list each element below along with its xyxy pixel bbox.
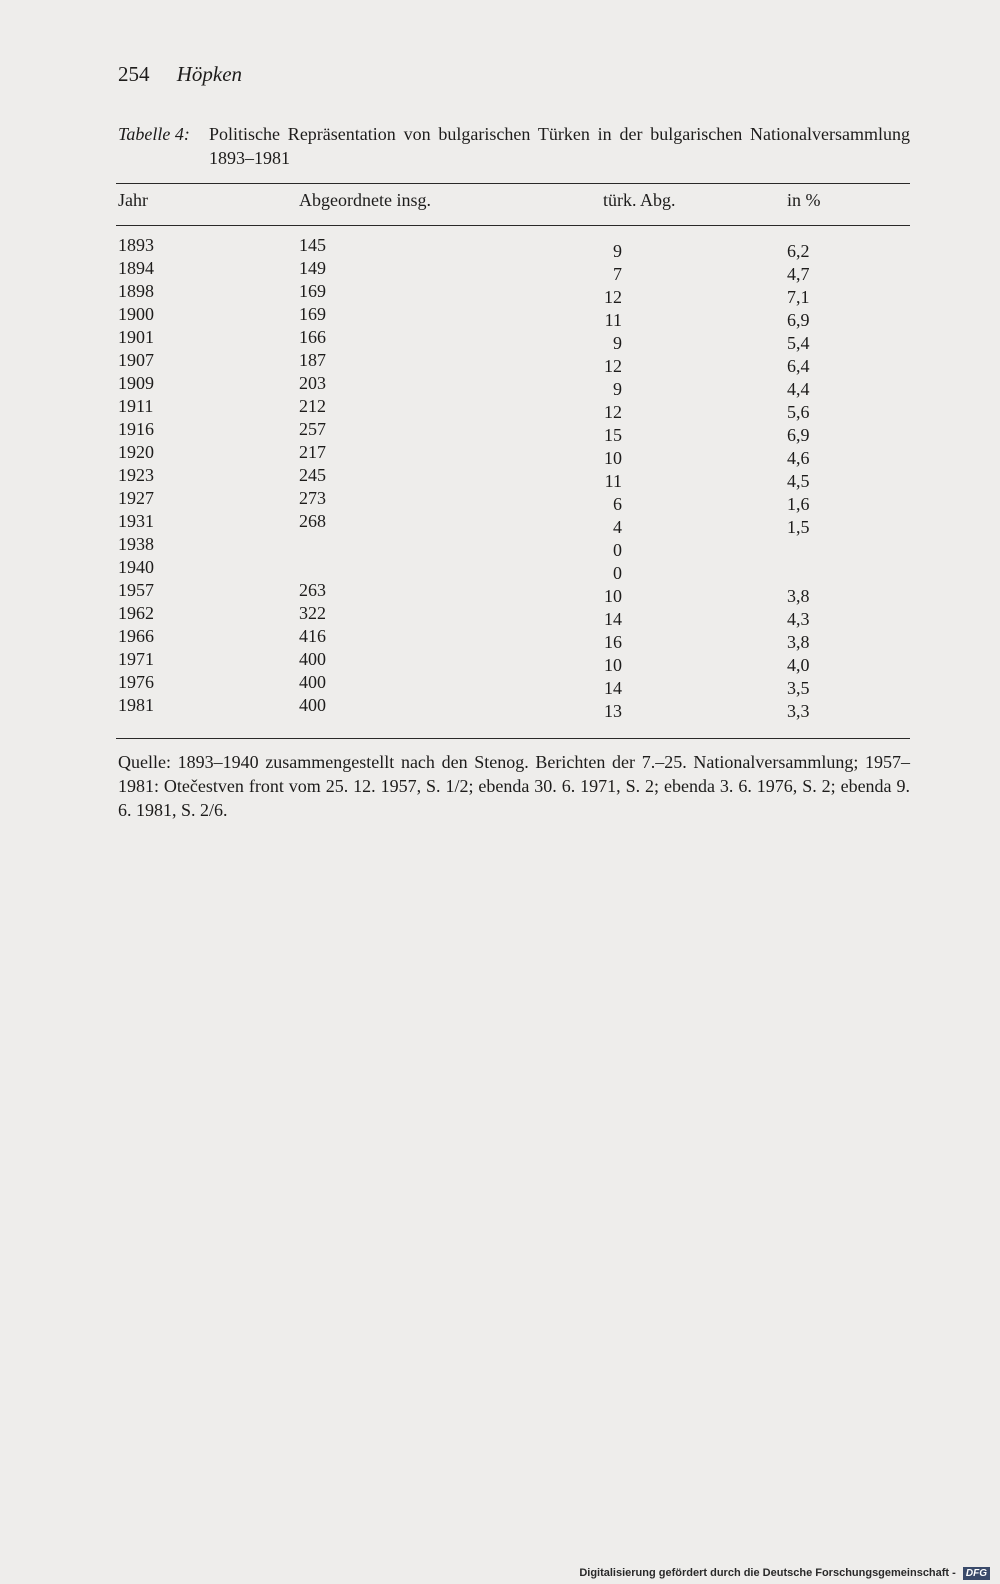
cell-jahr: 1916 bbox=[118, 419, 154, 439]
cell-jahr: 1923 bbox=[118, 465, 154, 485]
cell-percent: 5,4 bbox=[787, 333, 810, 353]
table-row bbox=[0, 235, 1000, 261]
cell-jahr: 1931 bbox=[118, 511, 154, 531]
table-caption bbox=[118, 122, 910, 170]
cell-jahr: 1898 bbox=[118, 281, 154, 301]
column-header-abgeordnete: Abgeordnete insg. bbox=[299, 190, 431, 210]
digitization-credit bbox=[579, 1567, 990, 1580]
cell-turk-abg: 9 bbox=[613, 241, 622, 261]
table-bottom-rule bbox=[116, 738, 910, 739]
cell-abgeordnete: 169 bbox=[299, 304, 326, 324]
table-row bbox=[0, 488, 1000, 514]
cell-turk-abg: 16 bbox=[604, 632, 622, 652]
cell-abgeordnete: 145 bbox=[299, 235, 326, 255]
cell-abgeordnete: 263 bbox=[299, 580, 326, 600]
table-row bbox=[0, 626, 1000, 652]
cell-jahr: 1900 bbox=[118, 304, 154, 324]
cell-abgeordnete: 169 bbox=[299, 281, 326, 301]
cell-turk-abg: 0 bbox=[613, 540, 622, 560]
page-header bbox=[118, 62, 242, 87]
table-row bbox=[0, 304, 1000, 330]
cell-abgeordnete: 416 bbox=[299, 626, 326, 646]
table-row bbox=[0, 695, 1000, 721]
table-row bbox=[0, 603, 1000, 629]
cell-jahr: 1981 bbox=[118, 695, 154, 715]
credit-text: Digitalisierung gefördert durch die Deutsche Forschungsgemeinschaft - bbox=[579, 1567, 956, 1579]
cell-percent: 6,4 bbox=[787, 356, 810, 376]
cell-turk-abg: 14 bbox=[604, 609, 622, 629]
cell-percent: 4,4 bbox=[787, 379, 810, 399]
cell-jahr: 1940 bbox=[118, 557, 154, 577]
cell-jahr: 1901 bbox=[118, 327, 154, 347]
cell-turk-abg: 12 bbox=[604, 402, 622, 422]
cell-abgeordnete: 203 bbox=[299, 373, 326, 393]
caption-text: Politische Repräsentation von bulgarischen Türken in der bulgarischen Nationalversammlung 1893–1981 bbox=[209, 124, 910, 168]
table-row bbox=[0, 649, 1000, 675]
running-head: Höpken bbox=[176, 62, 243, 86]
page-number: 254 bbox=[118, 62, 150, 86]
cell-turk-abg: 10 bbox=[604, 448, 622, 468]
table-row bbox=[0, 373, 1000, 399]
cell-percent: 1,6 bbox=[787, 494, 810, 514]
cell-abgeordnete: 217 bbox=[299, 442, 326, 462]
table-row bbox=[0, 419, 1000, 445]
column-header-jahr: Jahr bbox=[118, 190, 148, 210]
cell-jahr: 1909 bbox=[118, 373, 154, 393]
cell-jahr: 1907 bbox=[118, 350, 154, 370]
cell-jahr: 1927 bbox=[118, 488, 154, 508]
cell-jahr: 1894 bbox=[118, 258, 154, 278]
cell-jahr: 1976 bbox=[118, 672, 154, 692]
cell-abgeordnete: 257 bbox=[299, 419, 326, 439]
table-header-rule bbox=[116, 225, 910, 226]
table-row bbox=[0, 396, 1000, 422]
cell-percent: 3,8 bbox=[787, 586, 810, 606]
table-row bbox=[0, 511, 1000, 537]
cell-jahr: 1893 bbox=[118, 235, 154, 255]
cell-abgeordnete: 400 bbox=[299, 649, 326, 669]
cell-jahr: 1938 bbox=[118, 534, 154, 554]
cell-abgeordnete: 212 bbox=[299, 396, 326, 416]
cell-turk-abg: 11 bbox=[604, 471, 622, 491]
cell-turk-abg: 11 bbox=[604, 310, 622, 330]
cell-turk-abg: 0 bbox=[613, 563, 622, 583]
cell-percent: 3,8 bbox=[787, 632, 810, 652]
cell-abgeordnete: 322 bbox=[299, 603, 326, 623]
cell-percent: 6,2 bbox=[787, 241, 810, 261]
cell-abgeordnete: 268 bbox=[299, 511, 326, 531]
table-top-rule bbox=[116, 183, 910, 184]
cell-turk-abg: 4 bbox=[613, 517, 622, 537]
cell-abgeordnete: 245 bbox=[299, 465, 326, 485]
cell-turk-abg: 7 bbox=[613, 264, 622, 284]
table-row bbox=[0, 327, 1000, 353]
table-row bbox=[0, 442, 1000, 468]
cell-percent: 6,9 bbox=[787, 425, 810, 445]
table-row bbox=[0, 281, 1000, 307]
column-header-turk-abg: türk. Abg. bbox=[603, 190, 676, 210]
cell-turk-abg: 10 bbox=[604, 586, 622, 606]
cell-percent: 1,5 bbox=[787, 517, 810, 537]
table-row bbox=[0, 672, 1000, 698]
dfg-logo: DFG bbox=[963, 1567, 990, 1580]
cell-turk-abg: 14 bbox=[604, 678, 622, 698]
cell-abgeordnete: 273 bbox=[299, 488, 326, 508]
cell-percent: 4,5 bbox=[787, 471, 810, 491]
table-row bbox=[0, 258, 1000, 284]
table-row bbox=[0, 580, 1000, 606]
cell-turk-abg: 9 bbox=[613, 379, 622, 399]
cell-percent: 3,3 bbox=[787, 701, 810, 721]
cell-percent: 4,6 bbox=[787, 448, 810, 468]
cell-percent: 4,3 bbox=[787, 609, 810, 629]
cell-jahr: 1911 bbox=[118, 396, 154, 416]
cell-percent: 4,7 bbox=[787, 264, 810, 284]
table-row bbox=[0, 557, 1000, 583]
cell-turk-abg: 9 bbox=[613, 333, 622, 353]
cell-jahr: 1962 bbox=[118, 603, 154, 623]
cell-percent: 3,5 bbox=[787, 678, 810, 698]
cell-percent: 6,9 bbox=[787, 310, 810, 330]
cell-percent: 5,6 bbox=[787, 402, 810, 422]
column-header-percent: in % bbox=[787, 190, 821, 210]
cell-turk-abg: 12 bbox=[604, 287, 622, 307]
cell-turk-abg: 15 bbox=[604, 425, 622, 445]
cell-jahr: 1971 bbox=[118, 649, 154, 669]
cell-jahr: 1920 bbox=[118, 442, 154, 462]
cell-turk-abg: 12 bbox=[604, 356, 622, 376]
cell-abgeordnete: 166 bbox=[299, 327, 326, 347]
cell-percent: 7,1 bbox=[787, 287, 810, 307]
cell-turk-abg: 13 bbox=[604, 701, 622, 721]
caption-label: Tabelle 4: bbox=[118, 124, 190, 144]
cell-abgeordnete: 400 bbox=[299, 672, 326, 692]
cell-abgeordnete: 400 bbox=[299, 695, 326, 715]
cell-abgeordnete: 187 bbox=[299, 350, 326, 370]
cell-turk-abg: 6 bbox=[613, 494, 622, 514]
cell-jahr: 1966 bbox=[118, 626, 154, 646]
cell-turk-abg: 10 bbox=[604, 655, 622, 675]
table-row bbox=[0, 350, 1000, 376]
table-row bbox=[0, 465, 1000, 491]
table-body bbox=[0, 235, 1000, 721]
cell-percent: 4,0 bbox=[787, 655, 810, 675]
source-note: Quelle: 1893–1940 zusammengestellt nach den Stenog. Berichten der 7.–25. Nationalversammlung; 1957–1981: Otečestven front vom 25. 12. 1957, S. 1/2; ebenda 30. 6. 1971, S. 2; ebenda 3. 6. 1976, S. 2; ebenda 9. 6. 1981, S. 2/6. bbox=[118, 752, 910, 820]
cell-abgeordnete: 149 bbox=[299, 258, 326, 278]
table-row bbox=[0, 534, 1000, 560]
cell-jahr: 1957 bbox=[118, 580, 154, 600]
